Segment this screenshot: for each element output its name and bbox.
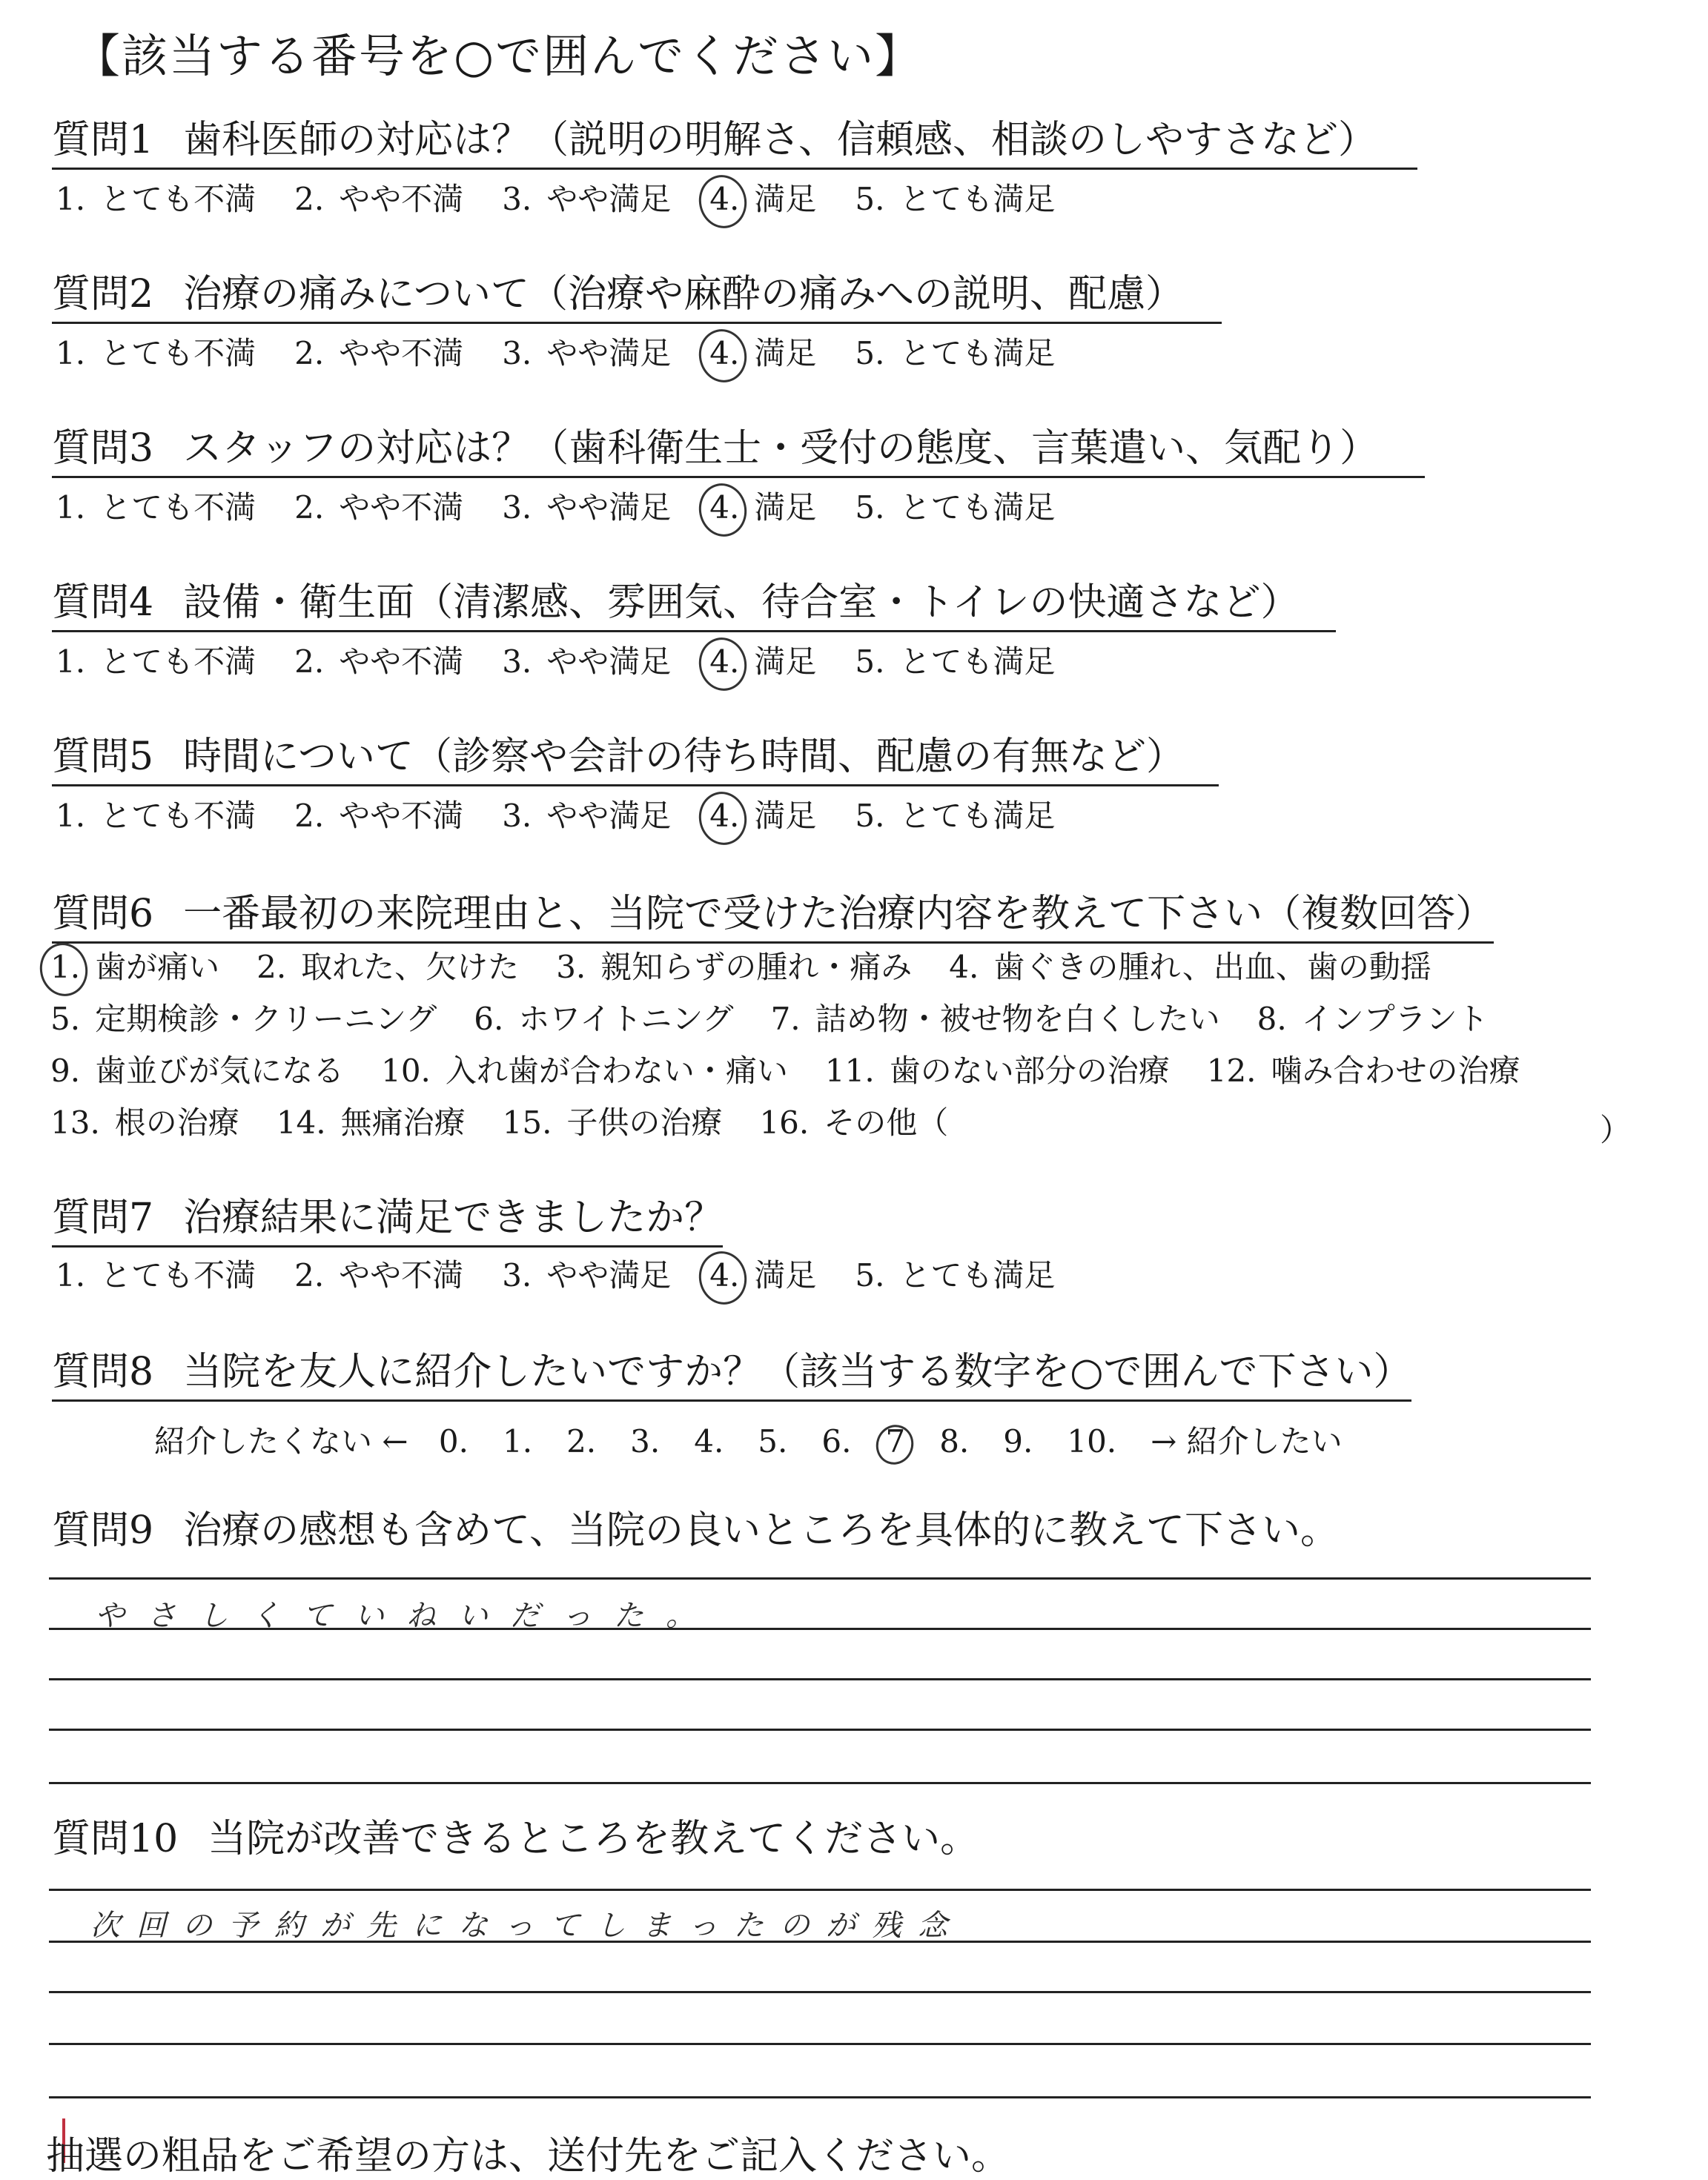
q8-left-label: 紹介したくない ← [154, 1423, 408, 1460]
option-number: 2. [294, 335, 325, 371]
scale-point[interactable]: 1. [502, 1423, 533, 1460]
option-label: ホワイトニング [518, 1001, 734, 1037]
rating-option[interactable] [502, 643, 671, 680]
q7-number: 質問7 [52, 1196, 154, 1240]
option-label: 満足 [754, 181, 817, 217]
q9-line-2 [49, 1628, 1591, 1630]
option-label: 親知らずの腫れ・痛み [600, 949, 913, 985]
q7-text: 治療結果に満足できましたか？ [183, 1196, 724, 1240]
option-label: やや満足 [546, 643, 672, 680]
scale-point[interactable]: 6. [821, 1423, 852, 1460]
q10-title [52, 1818, 979, 1866]
option-label: とても満足 [899, 489, 1056, 526]
q6-option[interactable] [50, 949, 219, 986]
option-number: 5. [855, 1257, 885, 1293]
q6-option[interactable] [759, 1104, 948, 1142]
q6-row [50, 1104, 985, 1142]
q9-number: 質問9 [52, 1508, 154, 1553]
option-label: やや不満 [339, 1257, 464, 1293]
rating-option[interactable] [294, 335, 463, 372]
option-label: 満足 [754, 643, 817, 680]
q5-title [52, 735, 1219, 786]
q6-option[interactable] [50, 1001, 437, 1038]
option-label: やや不満 [339, 335, 464, 371]
option-number: 2. [294, 181, 325, 217]
option-label: 定期検診・クリーニング [95, 1001, 437, 1037]
option-label: とても不満 [100, 181, 256, 217]
scale-point[interactable]: 7 [885, 1423, 906, 1460]
option-label: 満足 [754, 1257, 817, 1293]
option-label: やや満足 [546, 1257, 672, 1293]
scale-point[interactable]: 8. [939, 1423, 970, 1460]
rating-option[interactable] [294, 181, 463, 218]
q7-options [56, 1257, 1093, 1294]
option-label: やや不満 [339, 643, 464, 680]
q10-line-1 [49, 1889, 1591, 1891]
q6-option[interactable] [556, 949, 912, 986]
option-label: 詰め物・被せ物を白くしたい [815, 1001, 1220, 1037]
option-label: とても不満 [100, 1257, 256, 1293]
q8-text: 当院を友人に紹介したいですか？（該当する数字を○で囲んで下さい） [183, 1350, 1412, 1394]
q1-options [56, 181, 1093, 218]
option-label: やや満足 [546, 489, 672, 526]
scale-point[interactable]: 5. [758, 1423, 788, 1460]
q6-option[interactable] [256, 949, 519, 986]
rating-option[interactable] [294, 643, 463, 680]
rating-option[interactable] [709, 1257, 816, 1294]
rating-option[interactable] [855, 335, 1055, 372]
scale-point[interactable]: 2. [566, 1423, 597, 1460]
scale-point[interactable]: 0. [438, 1423, 469, 1460]
q6-option[interactable] [50, 1104, 239, 1142]
option-label: 歯並びが気になる [95, 1053, 345, 1089]
option-number: 3. [502, 489, 532, 526]
q6-option[interactable] [771, 1001, 1220, 1038]
option-number: 2. [294, 798, 325, 834]
option-label: 歯ぐきの腫れ、出血、歯の動揺 [993, 949, 1431, 985]
option-label: 入れ歯が合わない・痛い [445, 1053, 788, 1089]
q9-line-3 [49, 1678, 1591, 1680]
option-label: 根の治療 [114, 1104, 239, 1141]
q9-text: 治療の感想も含めて、当院の良いところを具体的に教えて下さい。 [183, 1508, 1340, 1553]
option-label: やや不満 [339, 798, 464, 834]
option-label: その他（ [824, 1104, 949, 1141]
q4-options [56, 643, 1093, 680]
option-label: とても不満 [100, 489, 256, 526]
q10-line-4 [49, 2043, 1591, 2045]
option-number: 4. [709, 643, 740, 680]
option-label: 満足 [754, 798, 817, 834]
rating-option[interactable] [56, 643, 256, 680]
q4-text: 設備・衛生面（清潔感、雰囲気、待合室・トイレの快適さなど） [183, 580, 1300, 625]
q3-title [52, 427, 1425, 478]
option-label: とても満足 [899, 335, 1056, 371]
option-label: とても満足 [899, 798, 1056, 834]
scale-point[interactable]: 10. [1067, 1423, 1117, 1460]
q2-options [56, 335, 1093, 372]
option-label: やや満足 [546, 335, 672, 371]
option-label: 無痛治療 [340, 1104, 466, 1141]
option-number: 4. [709, 1257, 740, 1293]
option-number: 2. [294, 489, 325, 526]
q6-option[interactable] [277, 1104, 466, 1142]
option-number: 5. [855, 489, 885, 526]
option-label: 取れた、欠けた [301, 949, 520, 985]
option-number: 10. [381, 1053, 431, 1089]
option-number: 3. [556, 949, 586, 985]
option-label: 満足 [754, 335, 817, 371]
q5-text: 時間について（診察や会計の待ち時間、配慮の有無など） [183, 735, 1185, 779]
option-number: 3. [502, 335, 532, 371]
rating-option[interactable] [56, 181, 256, 218]
rating-option[interactable] [502, 489, 671, 526]
option-label: 歯が痛い [95, 949, 220, 985]
option-number: 1. [56, 489, 86, 526]
rating-option[interactable] [502, 798, 671, 835]
q9-title [52, 1509, 1339, 1558]
q7-title [52, 1196, 723, 1248]
q2-title [52, 273, 1222, 324]
option-label: 噛み合わせの治療 [1271, 1053, 1520, 1089]
option-number: 3. [502, 1257, 532, 1293]
rating-option[interactable] [56, 489, 256, 526]
q6-option[interactable] [1207, 1053, 1520, 1090]
q6-row [50, 1001, 1526, 1038]
q8-right-label: → 紹介したい [1151, 1423, 1343, 1460]
q5-options [56, 798, 1093, 835]
q3-number: 質問3 [52, 426, 154, 471]
option-label: とても不満 [100, 798, 256, 834]
option-label: 歯のない部分の治療 [889, 1053, 1170, 1089]
option-number: 2. [294, 643, 325, 680]
option-number: 1. [56, 798, 86, 834]
option-label: 満足 [754, 489, 817, 526]
option-label: やや満足 [546, 798, 672, 834]
q9-line-4 [49, 1729, 1591, 1731]
option-label: 子供の治療 [566, 1104, 723, 1141]
option-number: 2. [294, 1257, 325, 1293]
q6-option[interactable] [1257, 1001, 1489, 1038]
rating-option[interactable] [855, 643, 1055, 680]
q4-number: 質問4 [52, 580, 154, 625]
option-number: 5. [855, 335, 885, 371]
option-label: とても不満 [100, 335, 256, 371]
option-number: 13. [50, 1104, 100, 1141]
rating-option[interactable] [502, 181, 671, 218]
option-number: 1. [56, 181, 86, 217]
q3-options [56, 489, 1093, 526]
rating-option[interactable] [709, 181, 816, 218]
q10-answer[interactable]: 次回の予約が先になってしまったのが残念 [90, 1909, 964, 1943]
option-label: とても不満 [100, 643, 256, 680]
q1-number: 質問1 [52, 118, 154, 162]
option-number: 3. [502, 181, 532, 217]
option-number: 3. [502, 643, 532, 680]
rating-option[interactable] [709, 643, 816, 680]
q2-text: 治療の痛みについて（治療や麻酔の痛みへの説明、配慮） [183, 272, 1185, 317]
q10-line-5 [49, 2096, 1591, 2098]
option-number: 4. [709, 335, 740, 371]
option-number: 4. [709, 181, 740, 217]
page-header: 【該当する番号を○で囲んでください】 [74, 29, 923, 83]
option-number: 1. [56, 335, 86, 371]
option-number: 8. [1257, 1001, 1287, 1037]
option-label: インプラント [1301, 1001, 1489, 1037]
option-number: 4. [709, 798, 740, 834]
option-number: 14. [276, 1104, 326, 1141]
option-number: 2. [256, 949, 287, 985]
bottom-instruction: 抽選の粗品をご希望の方は、送付先をご記入ください。 [46, 2134, 1010, 2179]
q5-number: 質問5 [52, 735, 154, 779]
option-number: 9. [50, 1053, 81, 1089]
option-number: 11. [824, 1053, 875, 1089]
rating-option[interactable] [855, 1257, 1055, 1294]
q6-number: 質問6 [52, 892, 154, 936]
rating-option[interactable] [294, 1257, 463, 1294]
q10-line-3 [49, 1991, 1591, 1993]
rating-option[interactable] [855, 798, 1055, 835]
q8-scale [154, 1417, 1343, 1462]
q6-row [50, 949, 1469, 986]
option-number: 1. [50, 949, 81, 985]
option-number: 5. [855, 643, 885, 680]
q6-title [52, 892, 1494, 944]
rating-option[interactable] [294, 798, 463, 835]
q6-close-paren: ） [1600, 1112, 1632, 1148]
option-label: とても満足 [899, 643, 1056, 680]
q9-line-1 [49, 1577, 1591, 1580]
rating-option[interactable] [709, 335, 816, 372]
q6-option[interactable] [474, 1001, 733, 1038]
rating-option[interactable] [709, 798, 816, 835]
q9-answer[interactable]: やさしくていねいだった。 [95, 1599, 718, 1633]
scale-point[interactable]: 9. [1003, 1423, 1033, 1460]
rating-option[interactable] [855, 181, 1055, 218]
option-number: 1. [56, 643, 86, 680]
option-number: 5. [855, 798, 885, 834]
option-number: 4. [709, 489, 740, 526]
q8-number: 質問8 [52, 1350, 154, 1394]
option-label: やや不満 [339, 181, 464, 217]
option-number: 5. [50, 1001, 81, 1037]
option-number: 16. [759, 1104, 810, 1141]
option-number: 5. [855, 181, 885, 217]
option-number: 7. [770, 1001, 801, 1037]
scale-point[interactable]: 4. [694, 1423, 724, 1460]
option-label: やや不満 [339, 489, 464, 526]
rating-option[interactable] [294, 489, 463, 526]
q1-title [52, 119, 1417, 170]
q6-option[interactable] [381, 1053, 788, 1090]
q6-text: 一番最初の来院理由と、当院で受けた治療内容を教えて下さい（複数回答） [183, 892, 1494, 936]
option-number: 4. [949, 949, 979, 985]
option-label: とても満足 [899, 181, 1056, 217]
q10-text: 当院が改善できるところを教えてください。 [208, 1817, 979, 1861]
rating-option[interactable] [855, 489, 1055, 526]
rating-option[interactable] [502, 335, 671, 372]
option-number: 12. [1206, 1053, 1257, 1089]
q10-number: 質問10 [52, 1817, 179, 1861]
scale-point[interactable]: 3. [630, 1423, 661, 1460]
option-number: 6. [474, 1001, 504, 1037]
q6-option[interactable] [825, 1053, 1170, 1090]
rating-option[interactable] [709, 489, 816, 526]
q9-line-5 [49, 1782, 1591, 1784]
q6-option[interactable] [503, 1104, 723, 1142]
q4-title [52, 581, 1336, 632]
rating-option[interactable] [56, 1257, 256, 1294]
q3-text: スタッフの対応は？（歯科衛生士・受付の態度、言葉遣い、気配り） [183, 426, 1379, 471]
rating-option[interactable] [56, 335, 256, 372]
option-label: とても満足 [899, 1257, 1056, 1293]
q2-number: 質問2 [52, 272, 154, 317]
option-label: やや満足 [546, 181, 672, 217]
q6-row [50, 1053, 1558, 1090]
rating-option[interactable] [56, 798, 256, 835]
q8-title [52, 1351, 1411, 1402]
option-number: 3. [502, 798, 532, 834]
option-number: 15. [502, 1104, 552, 1141]
rating-option[interactable] [502, 1257, 671, 1294]
q10-line-2 [49, 1941, 1591, 1943]
q6-option[interactable] [50, 1053, 344, 1090]
q1-text: 歯科医師の対応は？（説明の明解さ、信頼感、相談のしやすさなど） [183, 118, 1377, 162]
option-number: 1. [56, 1257, 86, 1293]
q6-option[interactable] [949, 949, 1431, 986]
